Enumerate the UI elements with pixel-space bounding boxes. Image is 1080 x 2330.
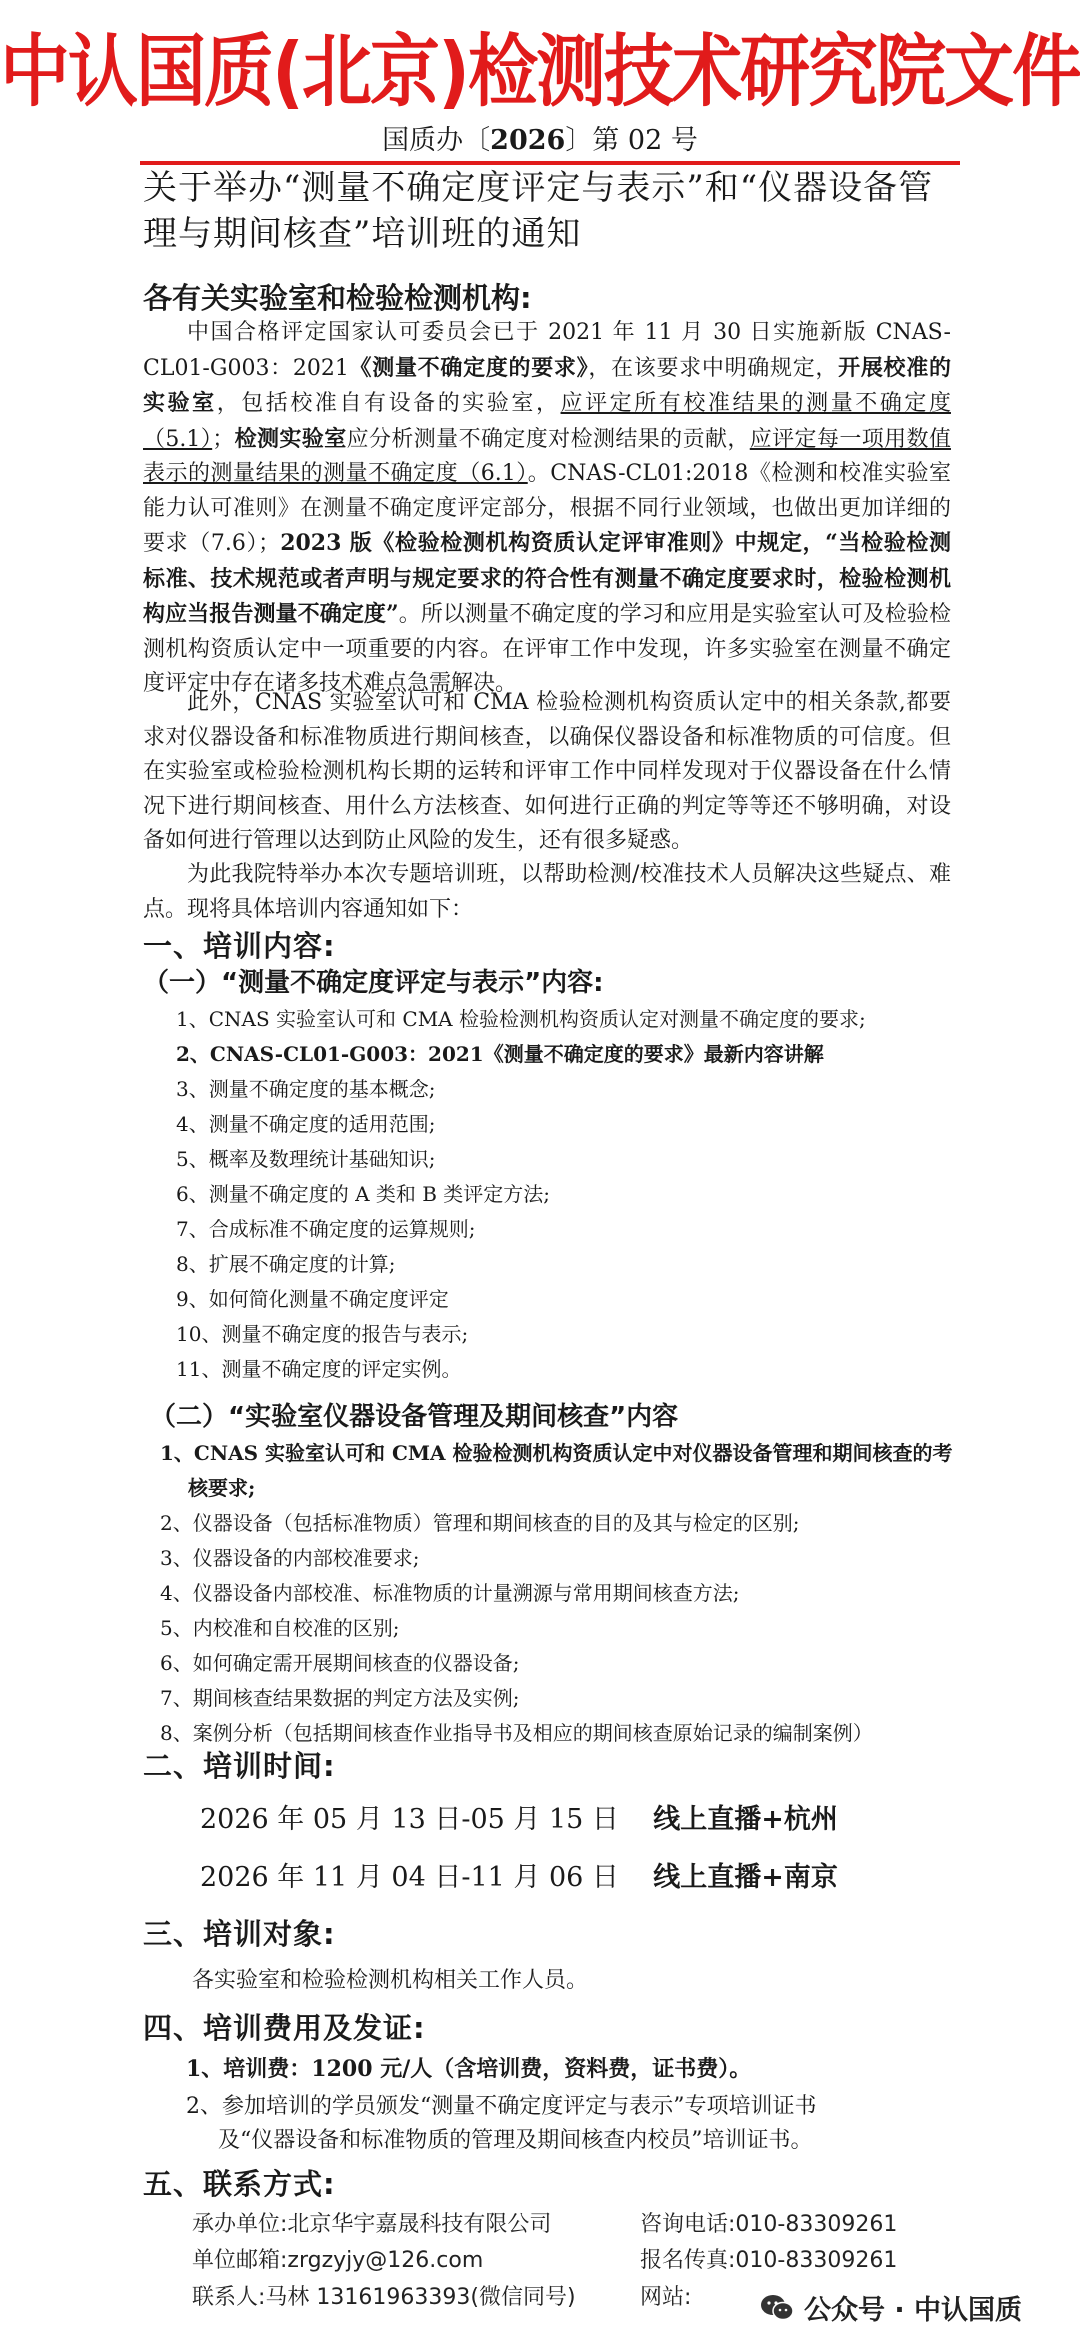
text-run-bold: 开展校准的实验室 [143, 354, 951, 416]
org-title: 中认国质(北京)检测技术研究院文件 [0, 25, 1080, 118]
certificate-line: 2、参加培训的学员颁发“测量不确定度评定与表示”专项培训证书 [186, 2094, 817, 2119]
list-item: 7、合成标准不确定度的运算规则; [176, 1217, 476, 1241]
session-place: 线上直播+南京 [653, 1862, 838, 1893]
contact-person: 联系人:马林 13161963393(微信同号) [192, 2285, 576, 2310]
list-item: 1、CNAS 实验室认可和 CMA 检验检测机构资质认定对测量不确定度的要求; [176, 1007, 866, 1031]
section-2-heading: 二、培训时间: [143, 1749, 336, 1783]
list-item: 3、仪器设备的内部校准要求; [160, 1546, 420, 1570]
list-item: 7、期间核查结果数据的判定方法及实例; [160, 1686, 520, 1710]
text-run: 。所以测量不确定度的学习和应用是实验室认可及检验检测机构资质认定中一项重要的内容。在评审工作中发现，许多实验室在测量不确定度评定中存在诸多技术难点急需解决。 [143, 602, 952, 696]
list-item: 2、CNAS-CL01-G003：2021《测量不确定度的要求》最新内容讲解 [176, 1042, 824, 1066]
text-run-underlined: 应评定每一项用数值表示的测量结果的测量不确定度（6.1） [143, 426, 951, 486]
list-item: 2、仪器设备（包括标准物质）管理和期间核查的目的及其与检定的区别; [160, 1511, 800, 1535]
notice-title-line: 关于举办“测量不确定度评定与表示”和“仪器设备管 [143, 168, 934, 208]
text-run: 。CNAS-CL01:2018《检测和校准实验室能力认可准则》在测量不确定度评定部分，根据不同行业领域，也做出更加详细的要求（7.6）； [143, 461, 951, 556]
intro-paragraph-3: 为此我院特举办本次专题培训班，以帮助检测/校准技术人员解决这些疑点、难点。现将具体培训内容通知如下： [143, 862, 951, 922]
fee-line: 1、培训费：1200 元/人（含培训费，资料费，证书费）。 [186, 2056, 752, 2082]
list-item: 1、CNAS 实验室认可和 CMA 检验检测机构资质认定中对仪器设备管理和期间核查的考核要求; [160, 1441, 953, 1500]
fax: 报名传真:010-83309261 [640, 2248, 898, 2273]
doc-no-prefix: 国质办〔 [382, 125, 491, 156]
session-dates: 2026 年 05 月 13 日-05 月 15 日 [200, 1804, 619, 1835]
text-run: ； [212, 426, 235, 452]
list-item: 8、扩展不确定度的计算; [176, 1252, 396, 1276]
list-item: 3、测量不确定度的基本概念; [176, 1077, 436, 1101]
text-run-bold: 2023 版《检验检测机构资质认定评审准则》中规定，“当检验检测标准、技术规范或者声明与规定要求的符合性有测量不确定度要求时，检验检测机构应当报告测量不确定度” [143, 530, 951, 627]
list-item: 4、仪器设备内部校准、标准物质的计量溯源与常用期间核查方法; [160, 1581, 740, 1605]
text-run: ，在该要求中明确规定， [588, 355, 839, 381]
phone: 咨询电话:010-83309261 [640, 2212, 898, 2237]
session-row [200, 1800, 838, 1840]
text-run-bold: 检测实验室 [234, 425, 347, 452]
watermark-label: 公众号 · 中认国质 [804, 2295, 1023, 2326]
list-item: 5、内校准和自校准的区别; [160, 1616, 400, 1640]
intro-paragraph-1 [143, 316, 951, 702]
text-run: 中国合格评定国家认可委员会已于 2021 年 11 月 30 日实施新版 CNAS-CL01-G003：2021 [143, 320, 951, 381]
list-item: 9、如何简化测量不确定度评定 [176, 1287, 449, 1311]
website: 网站: [640, 2285, 692, 2310]
list-item: 11、测量不确定度的评定实例。 [176, 1357, 462, 1381]
wechat-watermark [760, 2288, 1022, 2327]
subsection-2-list [160, 1436, 960, 1751]
list-item: 10、测量不确定度的报告与表示; [176, 1322, 469, 1346]
document-number [0, 124, 1080, 158]
session-dates: 2026 年 11 月 04 日-11 月 06 日 [200, 1862, 619, 1893]
session-row [200, 1858, 838, 1898]
notice-title-line: 理与期间核查”培训班的通知 [143, 214, 582, 254]
subsection-1-list [176, 1002, 956, 1387]
session-place: 线上直播+杭州 [653, 1804, 838, 1835]
organizer: 承办单位:北京华宇嘉晟科技有限公司 [192, 2212, 552, 2237]
doc-no-year: 2026 [490, 125, 566, 156]
list-item: 4、测量不确定度的适用范围; [176, 1112, 436, 1136]
notice-title [143, 165, 953, 257]
section-4-heading: 四、培训费用及发证: [143, 2011, 426, 2045]
list-item: 6、测量不确定度的 A 类和 B 类评定方法; [176, 1182, 551, 1206]
subsection-1-heading: （一）“测量不确定度评定与表示”内容: [143, 968, 604, 998]
certificate-line: 及“仪器设备和标准物质的管理及期间核查内校员”培训证书。 [218, 2128, 813, 2153]
subsection-2-heading: （二）“实验室仪器设备管理及期间核查”内容 [150, 1402, 679, 1432]
list-item: 5、概率及数理统计基础知识; [176, 1147, 436, 1171]
section-5-heading: 五、联系方式: [143, 2167, 336, 2201]
section-3-heading: 三、培训对象: [143, 1917, 336, 1951]
list-item: 6、如何确定需开展期间核查的仪器设备; [160, 1651, 520, 1675]
list-item: 8、案例分析（包括期间核查作业指导书及相应的期间核查原始记录的编制案例） [160, 1721, 873, 1745]
target-audience: 各实验室和检验检测机构相关工作人员。 [192, 1968, 589, 1993]
intro-paragraph-2: 此外，CNAS 实验室认可和 CMA 检验检测机构资质认定中的相关条款,都要求对仪器设备和标准物质进行期间核查，以确保仪器设备和标准物质的可信度。但在实验室或检验检测机构长期的运转和评审工作中同样发现对于仪器设备在什么情况下进行期间核查、用什么方法核查、如何进行正确的判定等等还不够明确，对设备如何进行管理以达到防止风险的发生，还有很多疑惑。 [143, 690, 951, 853]
text-run: 应分析测量不确定度对检测结果的贡献， [346, 426, 750, 452]
text-run-bold: 《测量不确定度的要求》 [348, 354, 589, 381]
doc-no-suffix: 〕第 02 号 [565, 125, 698, 156]
email: 单位邮箱:zrgzyjy@126.com [192, 2248, 484, 2273]
wechat-icon [760, 2293, 794, 2323]
section-1-heading: 一、培训内容: [143, 929, 336, 963]
text-run-underlined: 应评定所有校准结果的测量不确定度（5.1） [143, 391, 951, 452]
salutation: 各有关实验室和检验检测机构: [143, 281, 532, 315]
text-run: ，包括校准自有设备的实验室， [216, 391, 561, 416]
